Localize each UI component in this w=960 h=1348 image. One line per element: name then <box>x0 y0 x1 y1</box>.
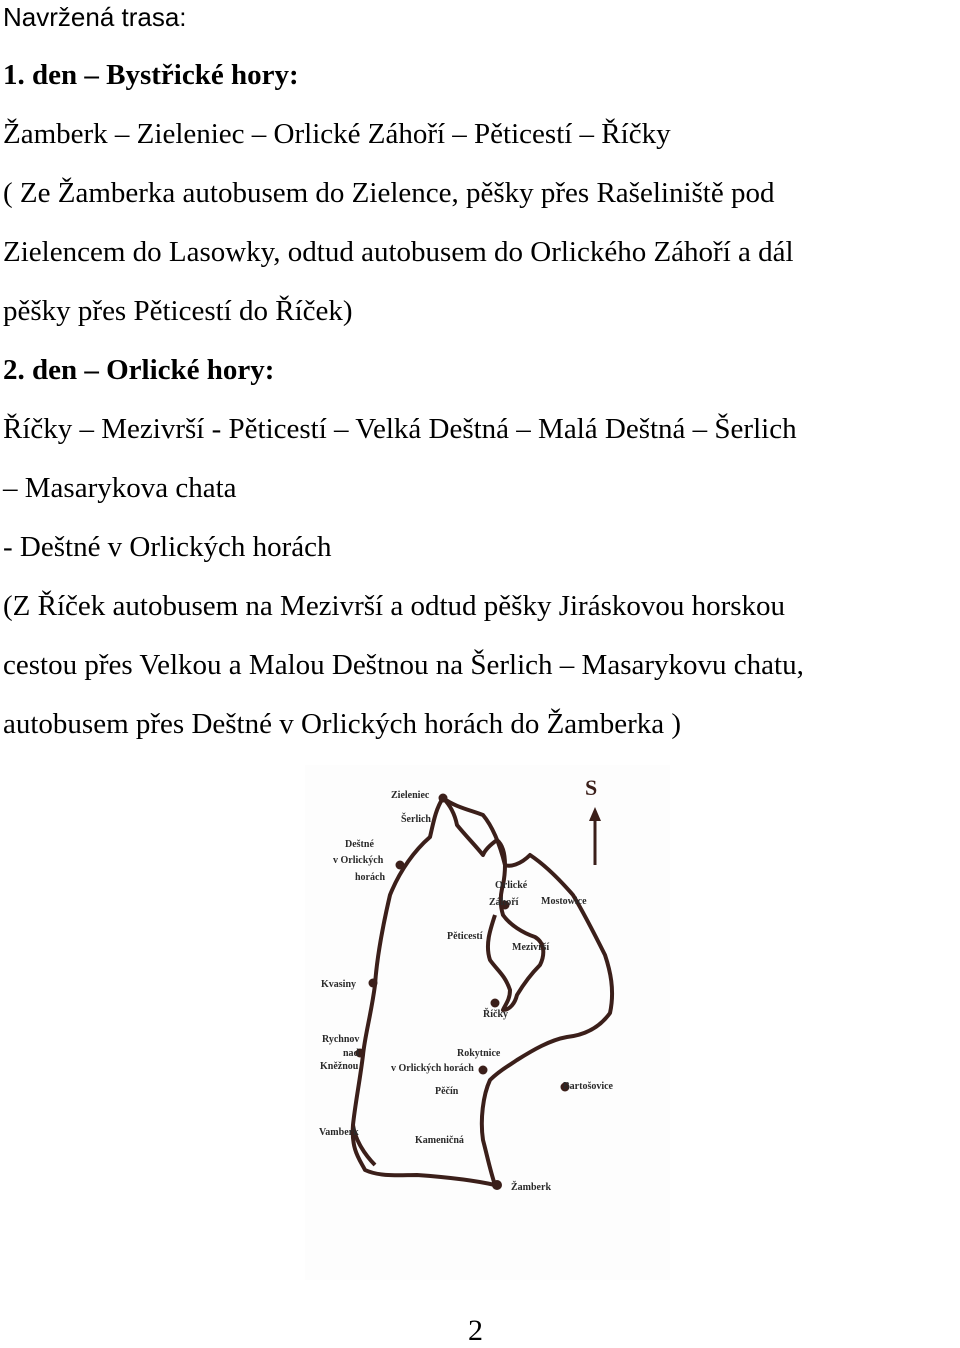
north-arrow-head <box>589 807 601 821</box>
day2-note-line-1: (Z Říček autobusem na Mezivrší a odtud pěšky Jiráskovou horskou <box>3 590 786 622</box>
label-mezivrsi: Mezivrší <box>512 942 550 953</box>
day1-note-line-3: pěšky přes Pěticestí do Říček) <box>3 295 353 327</box>
label-rychnov-2: nad <box>343 1048 360 1059</box>
day2-note-line-2: cestou přes Velkou a Malou Deštnou na Šerlich – Masarykovu chatu, <box>3 649 804 681</box>
label-rokytnice-1: Rokytnice <box>457 1048 501 1059</box>
dot-kvasiny <box>369 979 378 988</box>
title: Navržená trasa: <box>3 2 187 32</box>
day2-route-line-3: - Deštné v Orlických horách <box>3 531 332 563</box>
label-destne-2: v Orlických <box>333 855 384 866</box>
label-pecin: Pěčín <box>435 1086 459 1097</box>
day1-note-line-1: ( Ze Žamberka autobusem do Zielence, pěšky přes Rašeliniště pod <box>3 177 775 209</box>
label-serlich: Šerlich <box>401 814 431 825</box>
route-outer-loop <box>353 798 612 1185</box>
route-map <box>305 765 670 1280</box>
day1-route: Žamberk – Zieleniec – Orlické Záhoří – Pěticestí – Říčky <box>3 118 671 150</box>
label-bartosovice: Bartošovice <box>563 1081 613 1092</box>
label-destne-3: horách <box>355 872 385 883</box>
label-kamenicna: Kameničná <box>415 1135 464 1146</box>
label-mostowice: Mostowice <box>541 896 587 907</box>
dot-rokytnice <box>479 1066 488 1075</box>
dot-ricky <box>491 999 500 1008</box>
label-rokytnice-2: v Orlických horách <box>391 1063 474 1074</box>
day2-route-line-2: – Masarykova chata <box>3 472 237 504</box>
day2-route-line-1: Říčky – Mezivrší - Pěticestí – Velká Deštná – Malá Deštná – Šerlich <box>3 413 797 445</box>
label-kvasiny: Kvasiny <box>321 979 357 990</box>
page-number: 2 <box>468 1314 483 1347</box>
dot-destne <box>396 861 405 870</box>
label-rychnov-1: Rychnov <box>322 1034 360 1045</box>
north-marker: S <box>585 775 598 800</box>
day1-note-line-2: Zielencem do Lasowky, odtud autobusem do Orlického Záhoří a dál <box>3 236 794 268</box>
day2-note-line-3: autobusem přes Deštné v Orlických horách do Žamberka ) <box>3 708 682 740</box>
dot-zamberk <box>492 1180 502 1190</box>
label-orlicke-1: Orlické <box>495 880 528 891</box>
label-rychnov-3: Kněžnou <box>320 1061 359 1072</box>
label-ricky: Říčky <box>483 1009 508 1020</box>
day1-heading: 1. den – Bystřické hory: <box>3 59 299 91</box>
dot-zieleniec <box>439 794 448 803</box>
label-vamberk: Vamberk <box>319 1127 359 1138</box>
label-zamberk: Žamberk <box>511 1182 551 1193</box>
label-peticesti: Pěticestí <box>447 931 483 942</box>
label-orlicke-2: Záhoří <box>489 897 519 908</box>
label-zieleniec: Zieleniec <box>391 790 430 801</box>
day2-heading: 2. den – Orlické hory: <box>3 354 275 386</box>
label-destne-1: Deštné <box>345 839 374 850</box>
